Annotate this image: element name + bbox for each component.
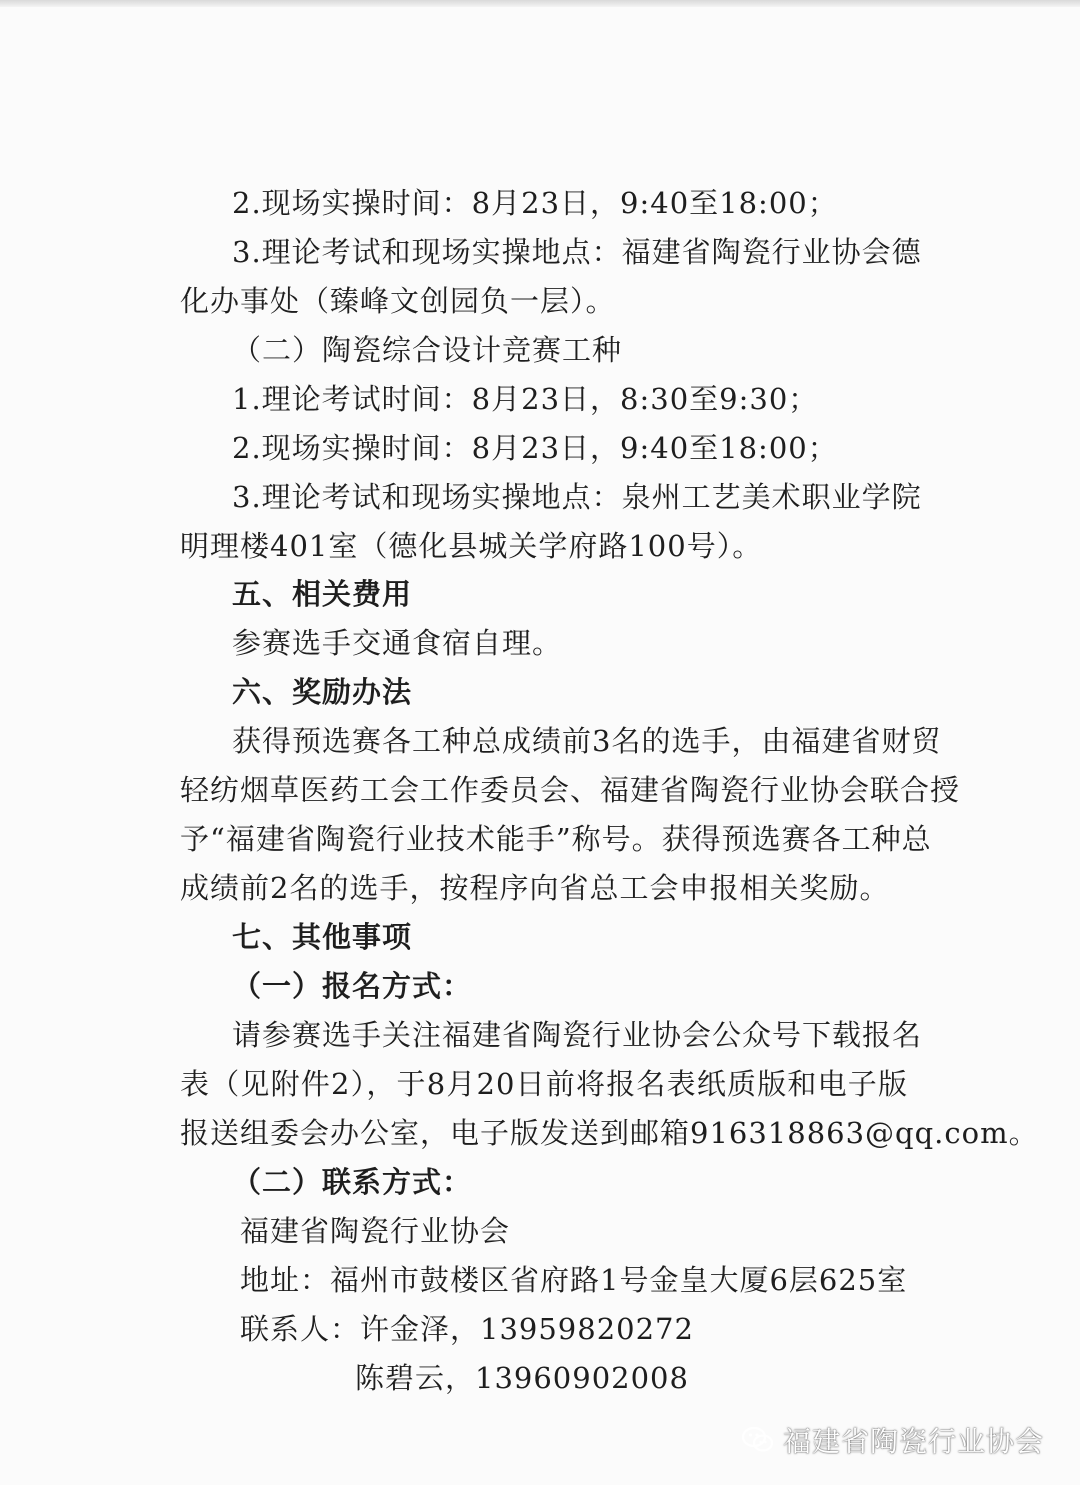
wechat-watermark [741,1420,1044,1460]
wechat-icon [741,1425,775,1455]
text-line: 表（见附件2），于8月20日前将报名表纸质版和电子版 [180,1067,908,1101]
section-subheading: （二）陶瓷综合设计竞赛工种 [232,333,623,367]
text-line: 3.理论考试和现场实操地点：福建省陶瓷行业协会德 [232,235,922,269]
text-line: 请参赛选手关注福建省陶瓷行业协会公众号下载报名 [232,1018,923,1052]
text-line: 福建省陶瓷行业协会 [240,1214,511,1248]
text-line: 参赛选手交通食宿自理。 [232,626,563,660]
section-heading: 五、相关费用 [232,577,413,611]
text-line: 予“福建省陶瓷行业技术能手”称号。获得预选赛各工种总 [180,822,932,856]
text-line: 报送组委会办公室，电子版发送到邮箱916318863@qq.com。 [180,1116,1039,1150]
text-line: 化办事处（臻峰文创园负一层）。 [180,284,616,318]
section-subheading: （二）联系方式： [232,1165,473,1199]
text-line: 联系人：许金泽，13959820272 [240,1312,694,1346]
text-line: 轻纺烟草医药工会工作委员会、福建省陶瓷行业协会联合授 [180,773,961,807]
text-line: 获得预选赛各工种总成绩前3名的选手，由福建省财贸 [232,724,942,758]
text-line: 2.现场实操时间：8月23日，9:40至18:00； [232,431,838,465]
text-line: 2.现场实操时间：8月23日，9:40至18:00； [232,186,838,220]
text-line: 明理楼401室（德化县城关学府路100号）。 [180,529,763,563]
text-line: 陈碧云，13960902008 [355,1361,689,1395]
text-line: 成绩前2名的选手，按程序向省总工会申报相关奖励。 [180,871,890,905]
text-line: 地址：福州市鼓楼区省府路1号金皇大厦6层625室 [240,1263,908,1297]
section-heading: 七、其他事项 [232,920,413,954]
section-subheading: （一）报名方式： [232,969,473,1003]
watermark-text: 福建省陶瓷行业协会 [782,1425,1044,1458]
section-heading: 六、奖励办法 [232,675,413,709]
text-line: 3.理论考试和现场实操地点：泉州工艺美术职业学院 [232,480,922,514]
text-line: 1.理论考试时间：8月23日，8:30至9:30； [232,382,819,416]
scan-edge [0,0,1080,7]
